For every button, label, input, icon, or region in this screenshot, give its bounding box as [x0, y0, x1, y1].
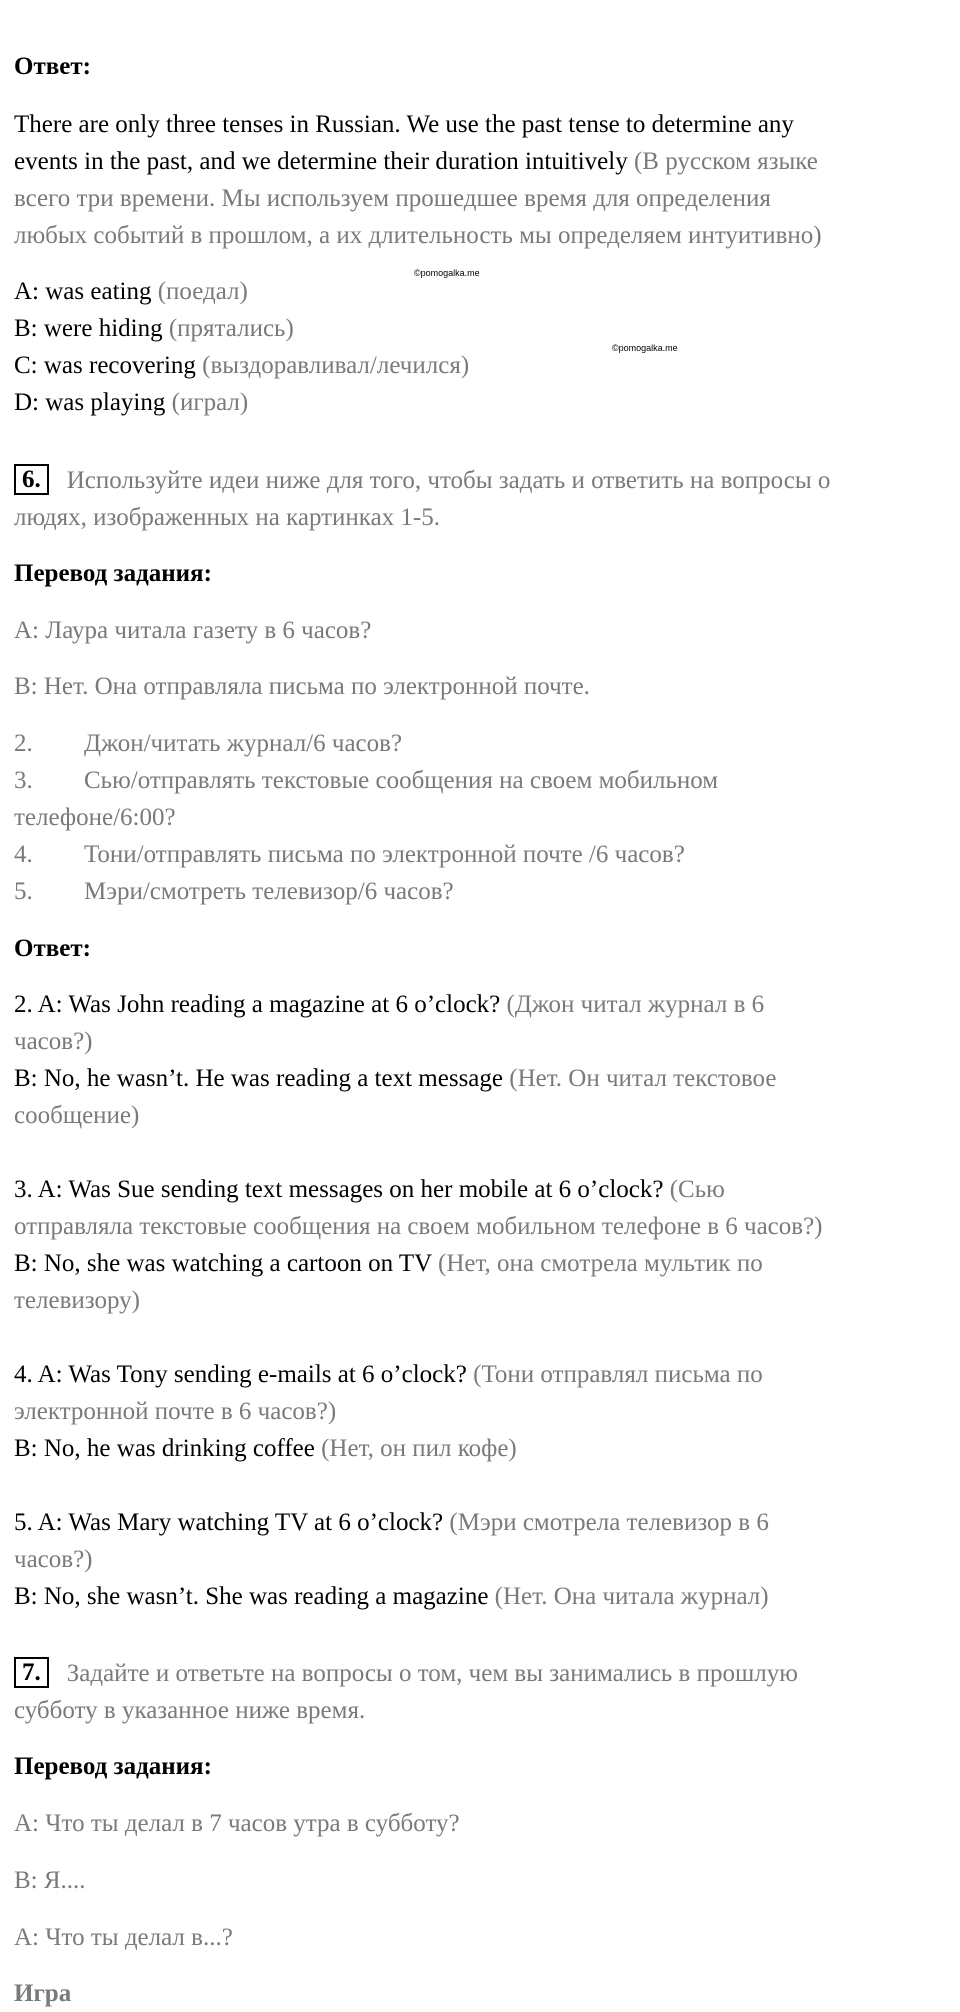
game-heading: Игра — [14, 1980, 72, 2007]
task-6-line-2: людях, изображенных на картинках 1-5. — [14, 504, 441, 531]
qa-4-question: 4. A: Was Tony sending e-mails at 6 o’clock? (Тони отправлял письма по — [14, 1361, 763, 1388]
task-7-line-2: субботу в указанное ниже время. — [14, 1697, 366, 1724]
qa-5-question-cont: часов?) — [14, 1546, 93, 1573]
intro-line-2: events in the past, and we determine their duration intuitively (В русском языке — [14, 148, 818, 175]
dialog-line-b: В: Нет. Она отправляла письма по электронной почте. — [14, 673, 590, 700]
answer-heading-1: Ответ: — [14, 53, 91, 80]
dialog-7-line-a: А: Что ты делал в 7 часов утра в субботу? — [14, 1810, 460, 1837]
answer-item-c: C: was recovering (выздоравливал/лечился) — [14, 352, 470, 379]
qa-3-question: 3. A: Was Sue sending text messages on her mobile at 6 o’clock? (Сью — [14, 1176, 725, 1203]
intro-line-4: любых событий в прошлом, а их длительность мы определяем интуитивно) — [14, 222, 822, 249]
qa-2-question: 2. A: Was John reading a magazine at 6 o’clock? (Джон читал журнал в 6 — [14, 991, 765, 1018]
qa-3-answer: B: No, she was watching a cartoon on TV (Нет, она смотрела мультик по — [14, 1250, 763, 1277]
prompt-item-5: 5. Мэри/смотреть телевизор/6 часов? — [14, 878, 454, 905]
prompt-item-4: 4. Тони/отправлять письма по электронной почте /6 часов? — [14, 841, 685, 868]
watermark: ©pomogalka.me — [414, 268, 480, 278]
prompt-item-3-cont: телефоне/6:00? — [14, 804, 176, 831]
prompt-item-2: 2. Джон/читать журнал/6 часов? — [14, 730, 403, 757]
qa-5-question: 5. A: Was Mary watching TV at 6 o’clock? (Мэри смотрела телевизор в 6 — [14, 1509, 769, 1536]
answer-item-d: D: was playing (играл) — [14, 389, 249, 416]
qa-3-question-cont: отправляла текстовые сообщения на своем мобильном телефоне в 6 часов?) — [14, 1213, 823, 1240]
qa-2-question-cont: часов?) — [14, 1028, 93, 1055]
answer-item-b: B: were hiding (прятались) — [14, 315, 294, 342]
intro-line-1: There are only three tenses in Russian. We use the past tense to determine any — [14, 111, 794, 138]
qa-2-answer-cont: сообщение) — [14, 1102, 140, 1129]
qa-4-answer: B: No, he was drinking coffee (Нет, он пил кофе) — [14, 1435, 517, 1462]
task-number-badge: 7. — [14, 1657, 49, 1688]
qa-2-answer: B: No, he wasn’t. He was reading a text message (Нет. Он читал текстовое — [14, 1065, 777, 1092]
dialog-line-a: A: Лаура читала газету в 6 часов? — [14, 617, 372, 644]
task-6-line-1: 6. Используйте идеи ниже для того, чтобы задать и ответить на вопросы о — [14, 462, 830, 499]
translation-heading-7: Перевод задания: — [14, 1753, 212, 1780]
task-7-line-1: 7. Задайте и ответьте на вопросы о том, чем вы занимались в прошлую — [14, 1655, 798, 1692]
dialog-7-line-b: В: Я.... — [14, 1867, 86, 1894]
intro-line-3: всего три времени. Мы используем прошедшее время для определения — [14, 185, 771, 212]
prompt-item-3: 3. Сью/отправлять текстовые сообщения на своем мобильном — [14, 767, 719, 794]
qa-5-answer: B: No, she wasn’t. She was reading a magazine (Нет. Она читала журнал) — [14, 1583, 769, 1610]
answer-heading-2: Ответ: — [14, 935, 91, 962]
qa-3-answer-cont: телевизору) — [14, 1287, 141, 1314]
translation-heading-6: Перевод задания: — [14, 560, 212, 587]
task-number-badge: 6. — [14, 464, 49, 495]
watermark: ©pomogalka.me — [612, 343, 678, 353]
qa-4-question-cont: электронной почте в 6 часов?) — [14, 1398, 337, 1425]
answer-item-a: A: was eating (поедал) — [14, 278, 248, 305]
dialog-7-line-a2: А: Что ты делал в...? — [14, 1924, 233, 1951]
